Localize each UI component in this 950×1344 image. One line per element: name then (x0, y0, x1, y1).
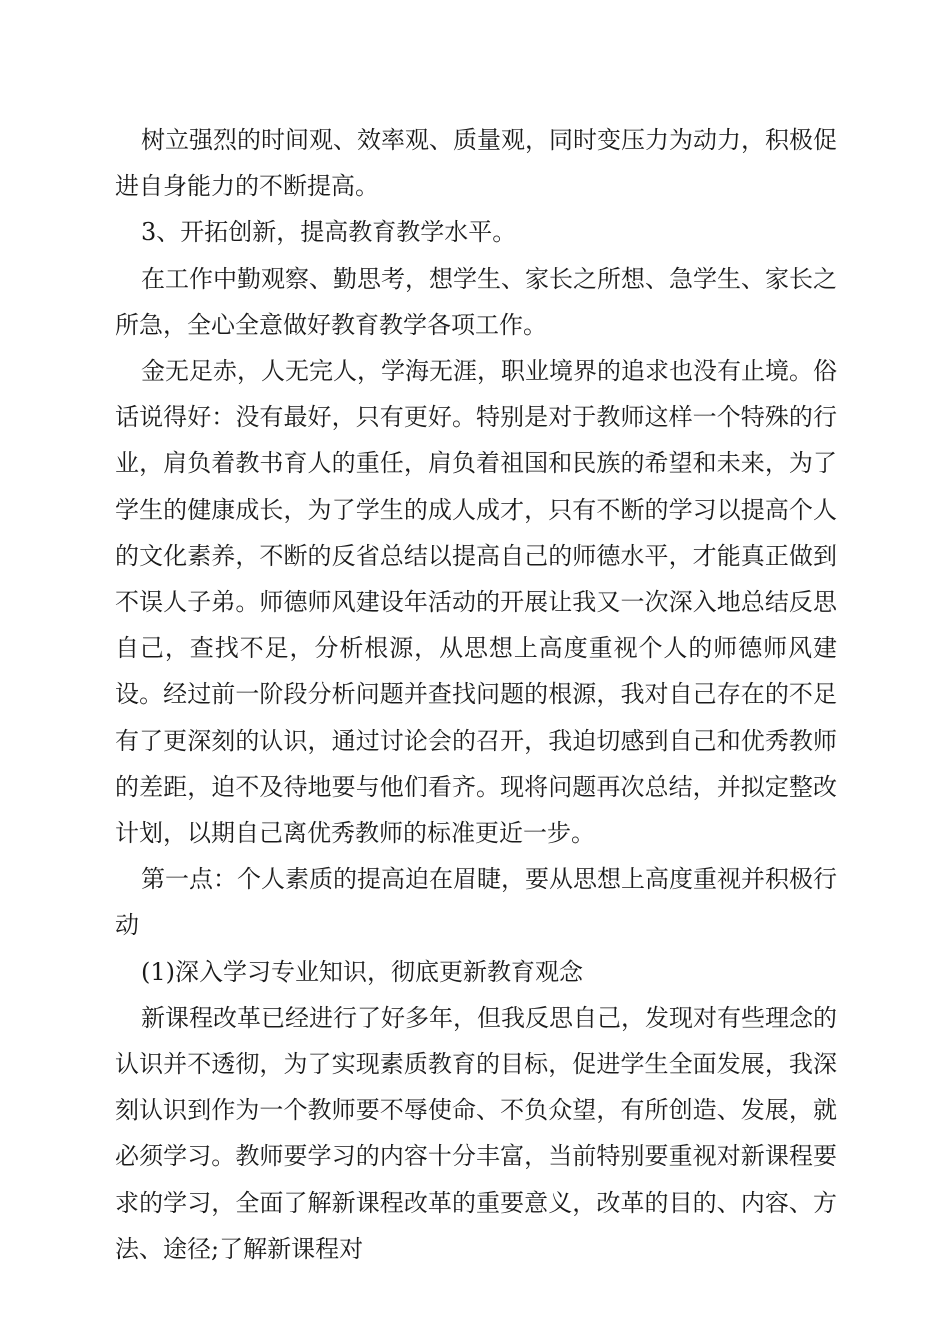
document-body (115, 117, 837, 1272)
paragraph-6-subheading: (1)深入学习专业知识，彻底更新教育观念 (141, 957, 583, 986)
paragraph-3: 在工作中勤观察、勤思考，想学生、家长之所想、急学生、家长之所急，全心全意做好教育教学各项工作。 (115, 264, 837, 339)
paragraph-4: 金无足赤，人无完人，学海无涯，职业境界的追求也没有止境。俗话说得好：没有最好，只有更好。特别是对于教师这样一个特殊的行业，肩负着教书育人的重任，肩负着祖国和民族的希望和未来，为了学生的健康成长，为了学生的成人成才，只有不断的学习以提高个人的文化素养，不断的反省总结以提高自己的师德水平，才能真正做到不误人子弟。师德师风建设年活动的开展让我又一次深入地总结反思自己，查找不足，分析根源，从思想上高度重视个人的师德师风建设。经过前一阶段分析问题并查找问题的根源，我对自己存在的不足有了更深刻的认识，通过讨论会的召开，我迫切感到自己和优秀教师的差距，迫不及待地要与他们看齐。现将问题再次总结，并拟定整改计划，以期自己离优秀教师的标准更近一步。 (115, 357, 837, 848)
paragraph-2: 3、开拓创新，提高教育教学水平。 (141, 218, 517, 247)
paragraph-1: 树立强烈的时间观、效率观、质量观，同时变压力为动力，积极促进自身能力的不断提高。 (115, 126, 837, 201)
paragraph-5-heading: 第一点：个人素质的提高迫在眉睫，要从思想上高度重视并积极行动 (115, 865, 837, 940)
paragraph-7: 新课程改革已经进行了好多年，但我反思自己，发现对有些理念的认识并不透彻，为了实现素质教育的目标，促进学生全面发展，我深刻认识到作为一个教师要不辱使命、不负众望，有所创造、发展，就必须学习。教师要学习的内容十分丰富，当前特别要重视对新课程要求的学习，全面了解新课程改革的重要意义，改革的目的、内容、方法、途径;了解新课程对 (115, 1003, 837, 1263)
